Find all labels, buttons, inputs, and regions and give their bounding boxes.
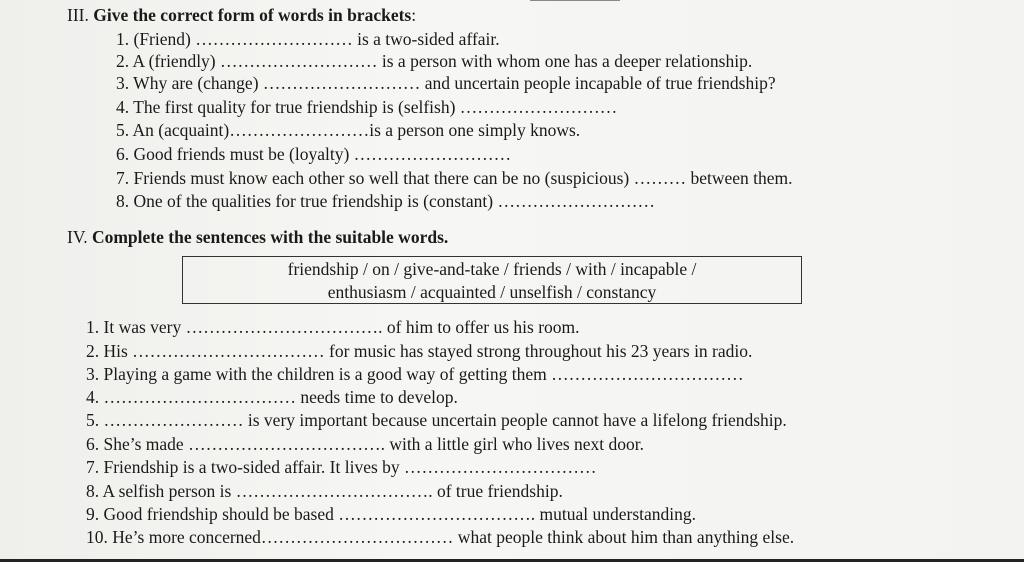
s3-item-5: 5. An (acquaint)……………………is a person one simply knows. <box>116 120 581 140</box>
section-4-number: IV. <box>67 227 88 247</box>
s4-item-5: 5. …………………… is very important because uncertain people cannot have a lifelong friendship. <box>86 410 787 430</box>
section-4-title: Complete the sentences with the suitable words. <box>91 227 449 247</box>
page-edge-line <box>530 0 620 1</box>
s3-item-4: 4. The first quality for true friendship is (selfish) ……………………… <box>116 97 618 117</box>
section-3-title: Give the correct form of words in brackets <box>93 5 412 25</box>
s4-item-7: 7. Friendship is a two-sided affair. It lives by …………………………… <box>86 457 597 477</box>
s4-item-4: 4. …………………………… needs time to develop. <box>86 387 458 407</box>
section-3-number: III. <box>67 5 89 25</box>
s4-item-9: 9. Good friendship should be based ……………………………. mutual understanding. <box>86 504 697 524</box>
s4-item-6: 6. She’s made ……………………………. with a little girl who lives next door. <box>86 434 645 454</box>
section-3-colon: : <box>411 5 417 25</box>
section-3-heading <box>67 4 416 26</box>
s3-item-8: 8. One of the qualities for true friendship is (constant) ……………………… <box>116 191 655 211</box>
s4-item-10: 10. He’s more concerned…………………………… what people think about him than anything else. <box>86 527 795 547</box>
s3-item-6: 6. Good friends must be (loyalty) ……………………… <box>116 144 512 164</box>
s3-item-3: 3. Why are (change) ……………………… and uncertain people incapable of true friendship? <box>116 73 776 93</box>
s4-item-3: 3. Playing a game with the children is a good way of getting them …………………………… <box>86 364 744 384</box>
s4-item-8: 8. A selfish person is ……………………………. of true friendship. <box>86 481 563 501</box>
section-4-heading <box>67 226 448 248</box>
s3-item-1: 1. (Friend) ……………………… is a two-sided affair. <box>116 29 500 49</box>
s3-item-7: 7. Friends must know each other so well that there can be no (suspicious) ……… between them. <box>116 168 793 188</box>
word-box-line-2: enthusiasm / acquainted / unselfish / constancy <box>327 282 657 302</box>
s4-item-1: 1. It was very ……………………………. of him to offer us his room. <box>86 317 580 337</box>
s3-item-2: 2. A (friendly) ……………………… is a person with whom one has a deeper relationship. <box>116 51 753 71</box>
word-box-line-1: friendship / on / give-and-take / friends / with / incapable / <box>287 259 697 279</box>
s4-item-2: 2. His …………………………… for music has stayed strong throughout his 23 years in radio. <box>86 341 753 361</box>
word-box <box>182 256 802 304</box>
